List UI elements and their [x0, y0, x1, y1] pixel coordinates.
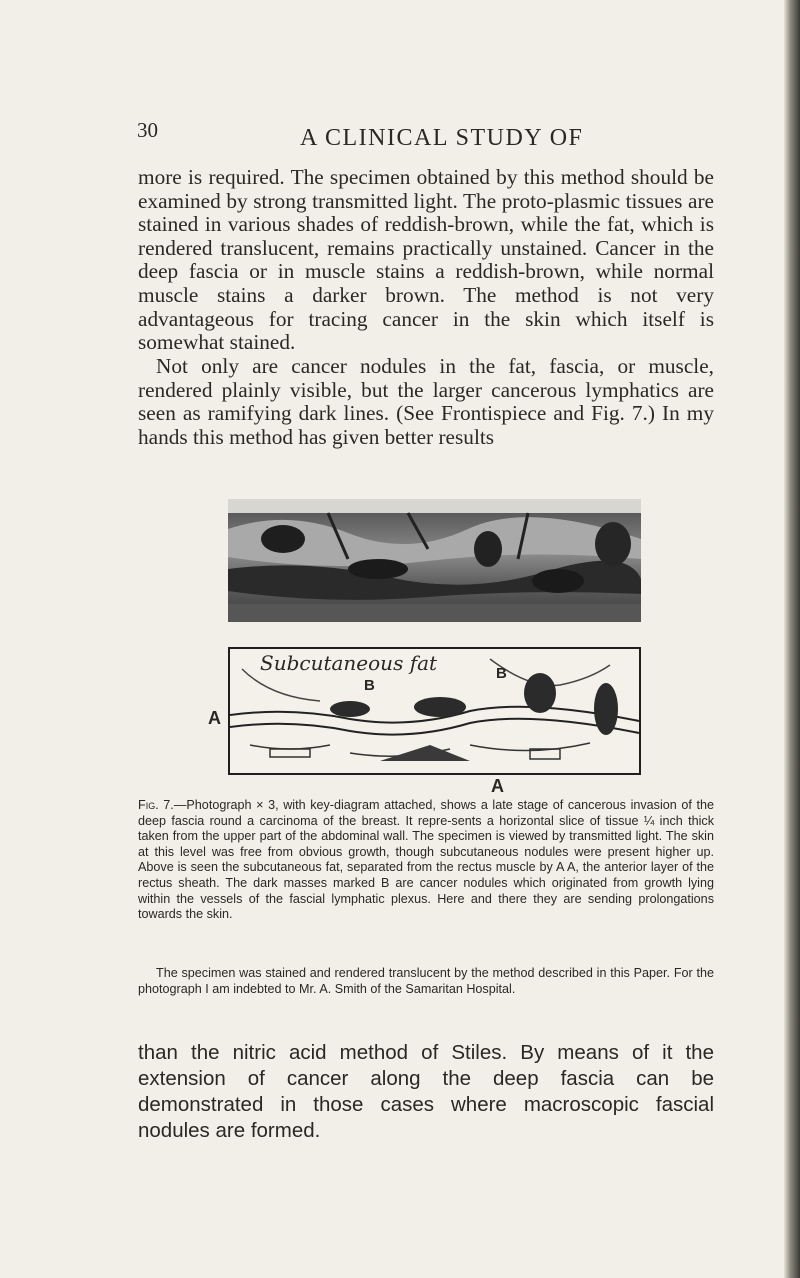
diagram-label-a-left: A [208, 708, 221, 728]
key-diagram [228, 647, 641, 775]
diagram-label-subcutaneous-fat: Subcutaneous fat [260, 651, 438, 675]
figure-caption-text: —Photograph × 3, with key-diagram attached, shows a late stage of cancerous invasion of the deep fascia round a carcinoma of the breast. It repre-sents a horizontal slice of tissue ¼ inch thick taken from the upper part of the abdominal wall. The specimen is viewed by transmitted light. The skin at this level was free from obvious growth, though subcutaneous nodules were present higher up. Above is seen the subcutaneous fat, separated from the rectus muscle by A A, the anterior layer of the rectus sheath. The dark masses marked B are cancer nodules which originated from growth lying within the vessels of the fascial lymphatic plexus. Here and there they are sending prolongations towards the skin. [138, 798, 714, 922]
paragraph-1: more is required. The specimen obtained by this method should be examined by strong transmitted light. The proto-plasmic tissues are stained in various shades of reddish-brown, while the fat, which is rendered translucent, remains practically unstained. Cancer in the deep fascia or in muscle stains a reddish-brown, while normal muscle stains a darker brown. The method is not very advantageous for tracing cancer in the skin which itself is somewhat stained. [138, 165, 714, 355]
figure-caption-note: The specimen was stained and rendered translucent by the method described in this Paper. For the photograph I am indebted to Mr. A. Smith of the Samaritan Hospital. [138, 966, 714, 996]
figure-photograph [228, 499, 641, 622]
page-number: 30 [137, 118, 158, 142]
page-edge-shadow [784, 0, 800, 1278]
diagram-label-b-1: B [364, 677, 375, 694]
paragraph-2: Not only are cancer nodules in the fat, fascia, or muscle, rendered plainly visible, but the larger cancerous lymphatics are seen as ramifying dark lines. (See Frontispiece and Fig. 7.) In my hands this method has given better results [138, 354, 714, 449]
diagram-label-b-2: B [496, 665, 507, 682]
paragraph-3: than the nitric acid method of Stiles. By means of it the extension of cancer along the deep fascia can be demonstrated in those cases where macroscopic fascial nodules are formed. [138, 1041, 714, 1142]
running-head: A CLINICAL STUDY OF [300, 125, 584, 151]
figure-caption [138, 798, 714, 923]
figure-label: Fig. 7. [138, 798, 174, 812]
specimen-photo-image [228, 499, 641, 622]
diagram-drawing [230, 649, 639, 773]
diagram-label-a-bottom: A [491, 776, 504, 796]
